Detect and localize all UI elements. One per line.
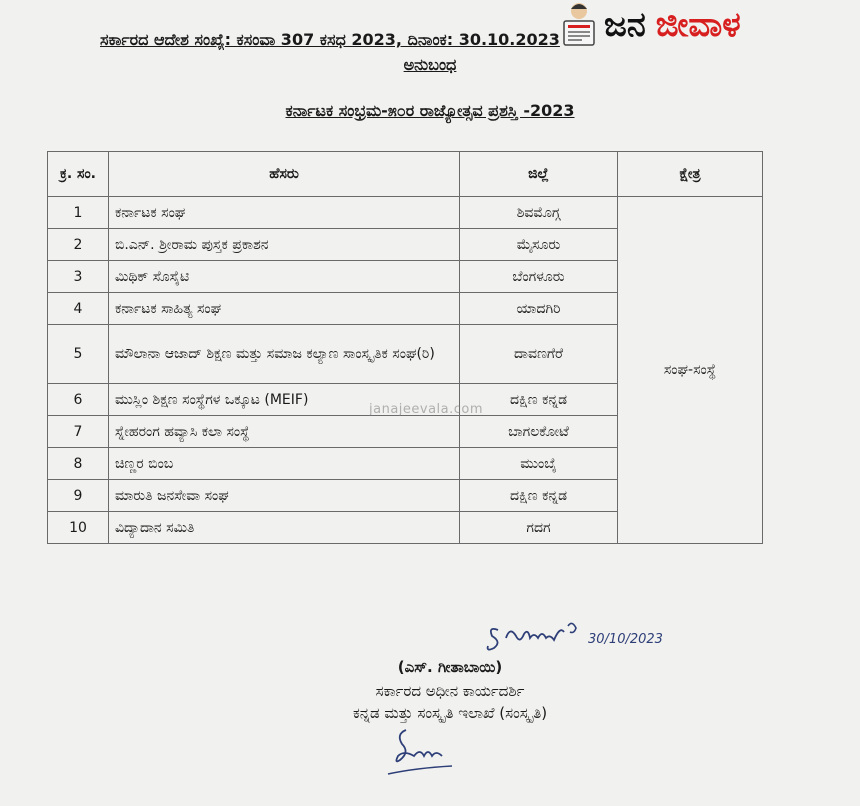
row-district: ಮೈಸೂರು bbox=[460, 229, 618, 261]
awards-table bbox=[47, 151, 763, 544]
signer-name: (ಎಸ್. ಗೀತಾಬಾಯಿ) bbox=[397, 658, 503, 676]
row-name: ಕರ್ನಾಟಕ ಸಾಹಿತ್ಯ ಸಂಘ bbox=[109, 293, 460, 325]
header-name: ಹೆಸರು bbox=[109, 152, 460, 197]
row-district: ಮುಂಬೈ bbox=[460, 448, 618, 480]
row-name: ಕರ್ನಾಟಕ ಸಂಘ bbox=[109, 197, 460, 229]
row-name: ವಿದ್ಯಾದಾನ ಸಮಿತಿ bbox=[109, 512, 460, 544]
row-district: ಬೆಂಗಳೂರು bbox=[460, 261, 618, 293]
table-header-row bbox=[48, 152, 763, 197]
row-name: ಸ್ನೇಹರಂಗ ಹವ್ಯಾಸಿ ಕಲಾ ಸಂಸ್ಥೆ bbox=[109, 416, 460, 448]
janajeevala-logo bbox=[558, 0, 860, 50]
header-field: ಕ್ಷೇತ್ರ bbox=[618, 152, 763, 197]
row-serial: 8 bbox=[48, 448, 109, 480]
award-title: ಕರ್ನಾಟಕ ಸಂಭ್ರಮ-೫೦ರ ರಾಜ್ಯೋತ್ಸವ ಪ್ರಶಸ್ತಿ -2023 bbox=[285, 101, 575, 120]
row-district: ಶಿವಮೊಗ್ಗ bbox=[460, 197, 618, 229]
order-number-line: ಸರ್ಕಾರದ ಆದೇಶ ಸಂಖ್ಯೆ: ಕಸಂವಾ 307 ಕಸಧ 2023, ದಿನಾಂಕ: 30.10.2023 bbox=[100, 30, 560, 49]
row-name: ಮುಸ್ಲಿಂ ಶಿಕ್ಷಣ ಸಂಸ್ಥೆಗಳ ಒಕ್ಕೂಟ (MEIF) bbox=[109, 384, 460, 416]
row-name: ಮಾರುತಿ ಜನಸೇವಾ ಸಂಘ bbox=[109, 480, 460, 512]
signer-designation: ಸರ್ಕಾರದ ಅಧೀನ ಕಾರ್ಯದರ್ಶಿ bbox=[375, 682, 525, 700]
logo-word-jeevala: ಜೀವಾಳ bbox=[655, 5, 741, 45]
row-serial: 4 bbox=[48, 293, 109, 325]
newspaper-mascot-icon bbox=[558, 1, 600, 49]
row-name: ಚಿಣ್ಣರ ಬಿಂಬ bbox=[109, 448, 460, 480]
annex-heading: ಅನುಬಂಧ bbox=[403, 55, 457, 74]
logo-word-jana: ಜನ bbox=[604, 5, 646, 45]
header-serial: ಕ್ರ. ಸಂ. bbox=[48, 152, 109, 197]
handwritten-initials bbox=[386, 722, 456, 782]
row-field: ಸಂಘ-ಸಂಸ್ಥೆ bbox=[618, 197, 763, 544]
row-name: ಬಿ.ಎನ್. ಶ್ರೀರಾಮ ಪುಸ್ತಕ ಪ್ರಕಾಶನ bbox=[109, 229, 460, 261]
row-district: ದಕ್ಷಿಣ ಕನ್ನಡ bbox=[460, 480, 618, 512]
signature-date: 30/10/2023 bbox=[588, 632, 663, 647]
row-serial: 6 bbox=[48, 384, 109, 416]
row-serial: 5 bbox=[48, 325, 109, 384]
row-district: ಬಾಗಲಕೋಟೆ bbox=[460, 416, 618, 448]
row-serial: 9 bbox=[48, 480, 109, 512]
header-district: ಜಿಲ್ಲೆ bbox=[460, 152, 618, 197]
row-serial: 1 bbox=[48, 197, 109, 229]
website-watermark: janajeevala.com bbox=[369, 402, 484, 417]
signer-department: ಕನ್ನಡ ಮತ್ತು ಸಂಸ್ಕೃತಿ ಇಲಾಖೆ (ಸಂಸ್ಕೃತಿ) bbox=[352, 704, 548, 722]
row-serial: 3 bbox=[48, 261, 109, 293]
row-serial: 7 bbox=[48, 416, 109, 448]
row-serial: 2 bbox=[48, 229, 109, 261]
table-row bbox=[48, 197, 763, 229]
row-district: ದಕ್ಷಿಣ ಕನ್ನಡ bbox=[460, 384, 618, 416]
row-name: ಮಿಥಿಕ್ ಸೊಸೈಟಿ bbox=[109, 261, 460, 293]
row-district: ಯಾದಗಿರಿ bbox=[460, 293, 618, 325]
row-district: ದಾವಣಗೆರೆ bbox=[460, 325, 618, 384]
row-name: ಮೌಲಾನಾ ಆಜಾದ್ ಶಿಕ್ಷಣ ಮತ್ತು ಸಮಾಜ ಕಲ್ಯಾಣ ಸಾಂಸ್ಕೃತಿಕ ಸಂಘ(ರಿ) bbox=[109, 325, 460, 384]
row-serial: 10 bbox=[48, 512, 109, 544]
row-district: ಗದಗ bbox=[460, 512, 618, 544]
